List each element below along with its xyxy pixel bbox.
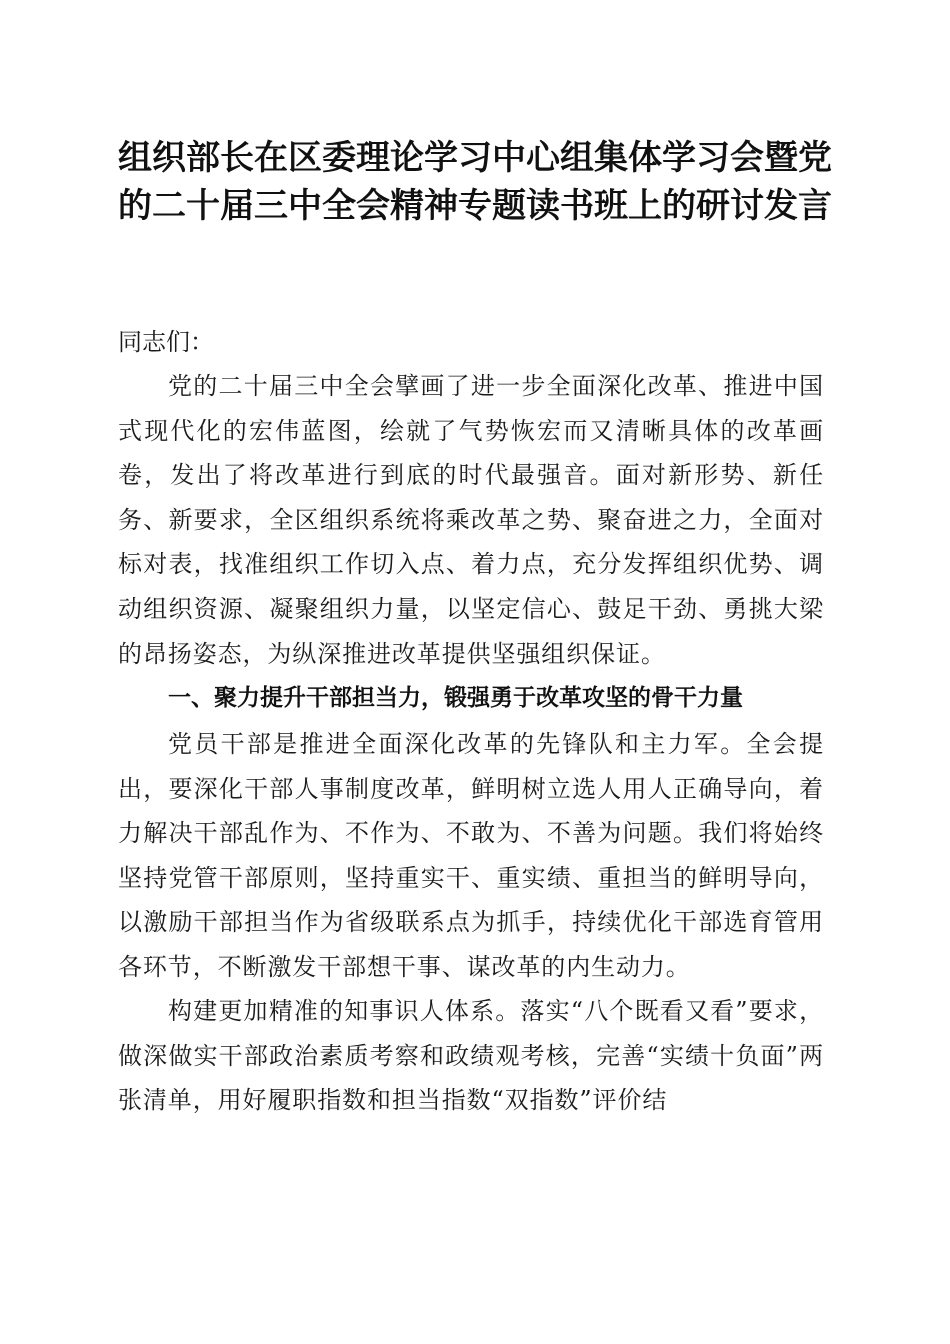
greeting: 同志们： [118, 328, 214, 356]
document-title: 组织部长在区委理论学习中心组集体学习会暨党的二十届三中全会精神专题读书班上的研讨发言 [118, 138, 832, 226]
body-paragraph: 构建更加精准的知事识人体系。落实“八个既看又看”要求，做深做实干部政治素质考察和政绩观考核，完善“实绩十负面”两张清单，用好履职指数和担当指数“双指数”评价结 [118, 997, 824, 1115]
section-heading: 一、聚力提升干部担当力，锻强勇于改革攻坚的骨干力量 [168, 685, 743, 711]
body-paragraph: 党的二十届三中全会擘画了进一步全面深化改革、推进中国式现代化的宏伟蓝图，绘就了气势恢宏而又清晰具体的改革画卷，发出了将改革进行到底的时代最强音。面对新形势、新任务、新要求，全区组织系统将乘改革之势、聚奋进之力，全面对标对表，找准组织工作切入点、着力点，充分发挥组织优势、调动组织资源、凝聚组织力量，以坚定信心、鼓足干劲、勇挑大梁的昂扬姿态，为纵深推进改革提供坚强组织保证。 [118, 372, 824, 668]
body-paragraph: 党员干部是推进全面深化改革的先锋队和主力军。全会提出，要深化干部人事制度改革，鲜明树立选人用人正确导向，着力解决干部乱作为、不作为、不敢为、不善为问题。我们将始终坚持党管干部原则，坚持重实干、重实绩、重担当的鲜明导向，以激励干部担当作为省级联系点为抓手，持续优化干部选育管用各环节，不断激发干部想干事、谋改革的内生动力。 [118, 730, 824, 981]
